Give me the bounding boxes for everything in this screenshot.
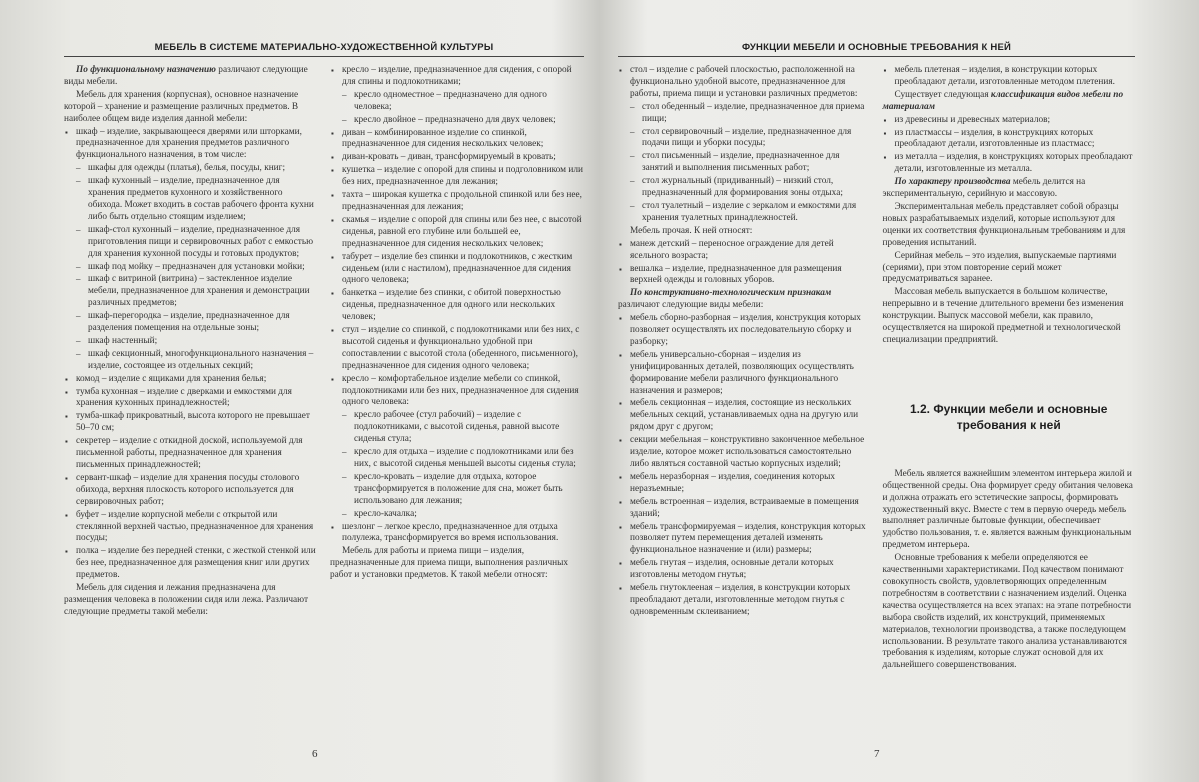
list-item: – стол обеденный – изделие, предназначенное для приема пищи; [618, 102, 871, 126]
misc-paragraph: Мебель прочая. К ней относят: [630, 225, 753, 236]
left-column-2 [330, 65, 584, 620]
list-item: ▪ мебель трансформируемая – изделия, конструкция которых позволяет путем перемещения деталей изменять функциональное назначение и (или) размеры; [618, 522, 871, 558]
production-rest: мебель делится на экспериментальную, серийную и массовую. [882, 177, 1086, 200]
list-item: ▪ шезлонг – легкое кресло, предназначенное для отдыха полулежа, трансформируется во время использования. [330, 522, 584, 546]
material-list [883, 115, 1136, 177]
list-item: – стол письменный – изделие, предназначенное для занятий и выполнения письменных работ; [618, 151, 871, 175]
intro-italic: По функциональному назначению [76, 65, 216, 75]
list-item: – кресло двойное – предназначено для двух человек; [330, 115, 584, 127]
list-item: – стол сервировочный – изделие, предназначенное для подачи пищи и уборки посуды; [618, 127, 871, 151]
left-column-1 [64, 65, 318, 620]
list-item: ▪ сервант-шкаф – изделие для хранения посуды столового обихода, верхняя плоскость которого используется для сервировочных работ; [64, 473, 318, 509]
section-heading: 1.2. Функции мебели и основные требования к ней [910, 401, 1108, 432]
page-number-left: 6 [312, 748, 318, 760]
list-item: – шкаф секционный, многофункционального назначения – изделие, состоящее из отдельных секций; [64, 349, 318, 373]
list-item: ▪ кресло – изделие, предназначенное для сидения, с опорой для спины и подлокотниками; [330, 65, 584, 89]
seating-list [330, 65, 584, 545]
list-item: ▪ тумба кухонная – изделие с дверками и емкостями для хранения кухонных принадлежностей; [64, 387, 318, 411]
storage-list [64, 127, 318, 583]
list-item: ▪ стол – изделие с рабочей плоскостью, расположенной на функционально удобной высоте, предназначенное для работы, приема пищи и установки различных предметов: [618, 65, 871, 101]
list-item: – шкаф-перегородка – изделие, предназначенное для разделения помещения на отдельные зоны; [64, 311, 318, 335]
list-item: – кресло-кровать – изделие для отдыха, которое трансформируется в положение для сна, может быть использовано для лежания; [330, 472, 584, 508]
right-running-head: ФУНКЦИИ МЕБЕЛИ И ОСНОВНЫЕ ТРЕБОВАНИЯ К НЕЙ [618, 42, 1135, 57]
left-page [50, 20, 598, 770]
list-item: – кресло рабочее (стул рабочий) – изделие с подлокотниками, с высотой сиденья, равной высоте сиденья стула; [330, 410, 584, 446]
list-item: ▪ мебель сборно-разборная – изделия, конструкция которых позволяет осуществлять их последовательную сборку и разборку; [618, 313, 871, 349]
list-item: ▪ вешалка – изделие, предназначенное для размещения верхней одежды и головных уборов. [618, 264, 871, 288]
construction-paragraph [618, 288, 871, 312]
list-item: ▪ мебель неразборная – изделия, соединения которых неразъемные; [618, 472, 871, 496]
list-item: ▪ табурет – изделие без спинки и подлокотников, с жестким сиденьем (или с настилом), предназначенное для сидения одного человека; [330, 252, 584, 288]
experimental-paragraph: Экспериментальная мебель представляет собой образцы новых разрабатываемых изделий, которые используют для оценки их соответствия функциональным требованиям и для проведения испытаний. [882, 201, 1126, 248]
misc-list [618, 239, 871, 288]
list-item: ▪ скамья – изделие с опорой для спины или без нее, с высотой сиденья, равной его глубине или большей ее, предназначенное для сидения нескольких человек; [330, 215, 584, 251]
list-item: ▪ мебель универсально-сборная – изделия из унифицированных деталей, позволяющих осуществлять формирование мебели различного функционального назначения и размеров; [618, 350, 871, 398]
list-item: ▪ манеж детский – переносное ограждение для детей ясельного возраста; [618, 239, 871, 263]
production-paragraph [883, 177, 1136, 201]
list-item: ▪ кушетка – изделие с опорой для спины и подголовником или без них, предназначенное для лежания; [330, 165, 584, 189]
material-paragraph [883, 90, 1136, 114]
mass-paragraph: Массовая мебель выпускается в большом количестве, непрерывно и в течение длительного времени без изменения конструкции. Выпуск массовой мебели, как правило, осуществляется на широкой предметной и технологической специализации предприятий. [882, 287, 1124, 345]
list-item: ▪ секции мебельная – конструктивно законченное мебельное изделие, которое может использоваться самостоятельно либо являться составной частью корпусных изделий; [618, 435, 871, 471]
list-item: – стол туалетный – изделие с зеркалом и емкостями для хранения туалетных принадлежностей. [618, 201, 871, 225]
list-item: ▪ мебель встроенная – изделия, встраиваемые в помещения зданий; [618, 497, 871, 521]
list-item: ▪ мебель секционная – изделия, состоящие из нескольких мебельных секций, устанавливаемых одна на другую или рядом друг с другом; [618, 398, 871, 434]
functions-paragraph: Мебель является важнейшим элементом интерьера жилой и общественной среды. Она формирует среду обитания человека и должна отражать его эстетические запросы, формировать художественный вкус. Вместе с тем в первую очередь мебель выполняет различные бытовые функции, обеспечивает удобство пользования, т. е. является важным функциональным предметом интерьера. [882, 468, 1133, 551]
storage-paragraph: Мебель для хранения (корпусная), основное назначение которой – хранение и размещение различных предметов. В наиболее общем виде изделия данной мебели: [64, 89, 299, 124]
work-furniture-paragraph: Мебель для работы и приема пищи – изделия, предназначенные для приема пищи, выполнения различных работ и установки предметов. К такой мебели относят: [330, 546, 569, 581]
construction-list [618, 313, 871, 619]
intro-rest: различают следующие виды мебели. [64, 65, 308, 87]
list-item: ▪ кресло – комфортабельное изделие мебели со спинкой, подлокотниками или без них, предназначенное для сидения одного человека: [330, 374, 584, 410]
list-item: – кресло одноместное – предназначено для одного человека; [330, 90, 584, 114]
list-item: ▪ мебель гнутоклееная – изделия, в конструкции которых преобладают детали, изготовленные методом гнутья с одновременным склеиванием; [618, 583, 871, 619]
list-item: ▪ шкаф – изделие, закрывающееся дверями или шторками, предназначенное для хранения предметов различного функционального назначения, в том числе: [64, 127, 318, 163]
material-italic: классификация видов мебели по материалам [882, 89, 1124, 112]
list-item: ▪ мебель гнутая – изделия, основные детали которых изготовлены методом гнутья; [618, 558, 871, 582]
list-item: – шкаф под мойку – предназначен для установки мойки; [64, 262, 318, 274]
list-item: ▪ из древесины и древесных материалов; [883, 115, 1136, 127]
list-item: ▪ диван-кровать – диван, трансформируемый в кровать; [330, 152, 584, 164]
serial-paragraph: Серийная мебель – это изделия, выпускаемые партиями (сериями), при этом повторение серий может предусматриваться заранее. [882, 250, 1117, 285]
construction-italic: По конструктивно-технологическим признакам [630, 288, 832, 299]
list-item: ▪ комод – изделие с ящиками для хранения белья; [64, 374, 318, 386]
right-column-2 [883, 65, 1136, 673]
list-item: – стол журнальный (придиванный) – низкий стол, предназначенный для формирования зоны отдыха; [618, 176, 871, 200]
left-running-head: МЕБЕЛЬ В СИСТЕМЕ МАТЕРИАЛЬНО-ХУДОЖЕСТВЕННОЙ КУЛЬТУРЫ [64, 42, 584, 57]
list-item: ▪ мебель плетеная – изделия, в конструкции которых преобладают детали, изготовленные методом плетения. [883, 65, 1136, 89]
production-italic: По характеру производства [894, 177, 1011, 188]
list-item: – кресло для отдыха – изделие с подлокотниками или без них, с высотой сиденья меньшей высоты сиденья стула; [330, 447, 584, 471]
list-item: – шкафы для одежды (платья), белья, посуды, книг; [64, 163, 318, 175]
intro-paragraph [64, 65, 318, 89]
list-item: ▪ банкетка – изделие без спинки, с обитой поверхностью сиденья, предназначенное для одного или нескольких человек; [330, 288, 584, 324]
requirements-paragraph: Основные требования к мебели определяются ее качественными характеристиками. Под качеством понимают совокупность свойств, удовлетворяющих определенным потребностям в соответствии с назначением изделий. Оценка качества осуществляется на всех этапах: на этапе потребности выбора свойств изделий, их конструкций, применяемых материалов, технологии производства, а также последующем использовании. В результате такого анализа устанавливаются требования к изделиям, которые служат основой для их дальнейшего совершенствования. [882, 553, 1132, 671]
right-column-1 [618, 65, 871, 673]
list-item: ▪ из металла – изделия, в конструкциях которых преобладают детали, изготовленные из металла. [883, 152, 1136, 176]
list-item: ▪ полка – изделие без передней стенки, с жесткой стенкой или без нее, предназначенное для размещения книг или других предметов. [64, 546, 318, 582]
list-item: – шкаф-стол кухонный – изделие, предназначенное для приготовления пищи и сервировочных работ с емкостью для хранения кухонной посуды и готовых продуктов; [64, 225, 318, 261]
list-item: ▪ стул – изделие со спинкой, с подлокотниками или без них, с высотой сиденья и функционально удобной при сопоставлении с высотой стола (обеденного, письменного), предназначенное для сидения одного человека; [330, 325, 584, 373]
table-list [618, 65, 871, 225]
page-number-right: 7 [874, 748, 880, 760]
list-item: – кресло-качалка; [330, 509, 584, 521]
list-item: ▪ секретер – изделие с откидной доской, используемой для письменной работы, предназначенное для хранения письменных принадлежностей; [64, 436, 318, 472]
list-item: ▪ тахта – широкая кушетка с продольной спинкой или без нее, предназначенная для лежания; [330, 190, 584, 214]
right-page [604, 20, 1149, 770]
list-item: – шкаф с витриной (витрина) – застекленное изделие мебели, предназначенное для хранения и демонстрации различных предметов; [64, 274, 318, 310]
list-item: ▪ из пластмассы – изделия, в конструкциях которых преобладают детали, изготовленные из пластмасс; [883, 128, 1136, 152]
list-item: – шкаф кухонный – изделие, предназначенное для хранения предметов кухонного и хозяйственного обихода. Может входить в состав рабочего фронта кухни либо быть отдельно стоящим изделием; [64, 176, 318, 224]
wicker-list [883, 65, 1136, 89]
list-item: ▪ тумба-шкаф прикроватный, высота которого не превышает 50–70 см; [64, 411, 318, 435]
list-item: ▪ диван – комбинированное изделие со спинкой, предназначенное для сидения нескольких человек; [330, 128, 584, 152]
seating-paragraph: Мебель для сидения и лежания предназначена для размещения человека в положении сидя или лежа. Различают следующие предметы такой мебели: [64, 583, 309, 617]
material-start: Существует следующая [894, 89, 989, 100]
list-item: – шкаф настенный; [64, 336, 318, 348]
construction-rest: различают следующие виды мебели: [618, 300, 764, 311]
list-item: ▪ буфет – изделие корпусной мебели с открытой или стеклянной верхней частью, предназначенное для хранения посуды; [64, 510, 318, 546]
